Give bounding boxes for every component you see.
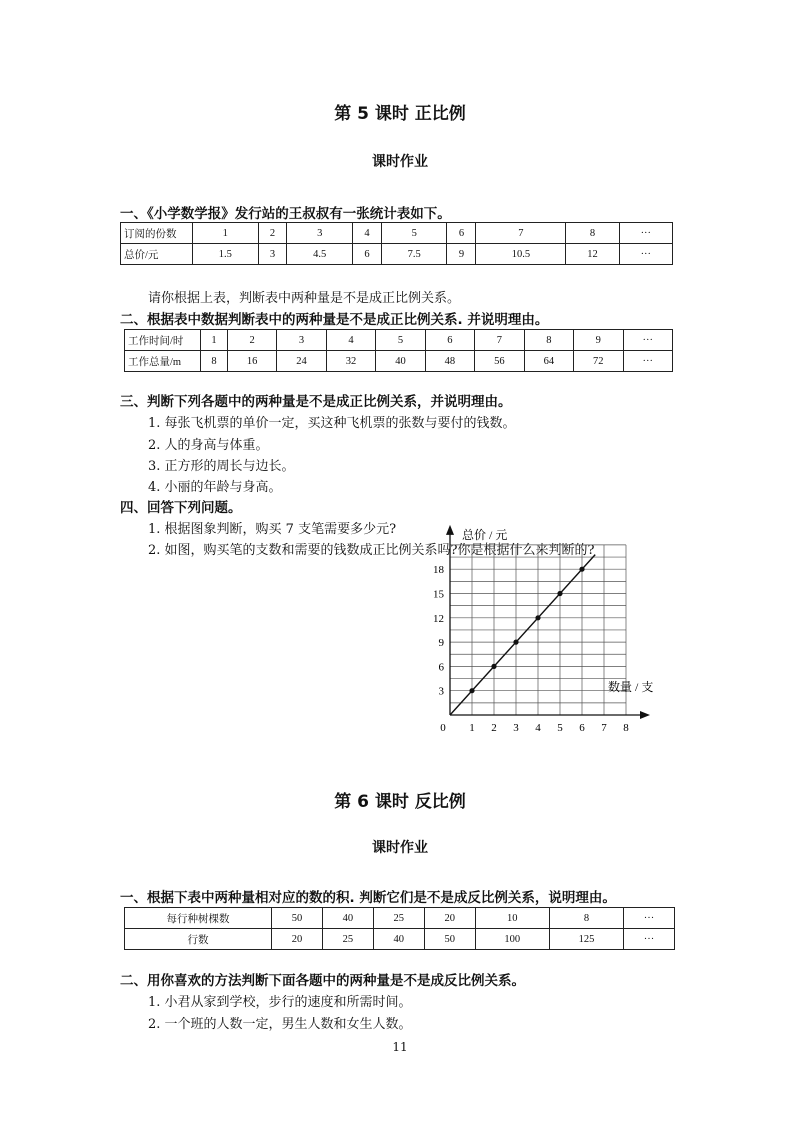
chart-tick-labels bbox=[433, 564, 629, 734]
lesson5-q4-heading: 四、回答下列问题。 bbox=[120, 500, 242, 516]
table-cell: 1.5 bbox=[193, 244, 259, 265]
table-cell: 40 bbox=[376, 351, 425, 372]
data-point bbox=[535, 615, 540, 620]
y-axis-arrow bbox=[446, 525, 454, 535]
table-cell: 64 bbox=[524, 351, 573, 372]
lesson5-q1-prompt: 请你根据上表，判断表中两种量是不是成正比例关系。 bbox=[148, 291, 461, 306]
origin-label: 0 bbox=[440, 722, 446, 734]
table-row bbox=[125, 908, 675, 929]
table-cell: 8 bbox=[549, 908, 623, 929]
table-cell: 100 bbox=[475, 929, 549, 950]
row-header-cell: 总价/元 bbox=[121, 244, 193, 265]
table-cell: 1 bbox=[193, 223, 259, 244]
table-cell: 25 bbox=[322, 929, 373, 950]
x-axis-arrow bbox=[640, 711, 650, 719]
data-point bbox=[579, 567, 584, 572]
table-cell: 4 bbox=[352, 223, 381, 244]
lesson5-q2-heading: 二、根据表中数据判断表中的两种量是不是成正比例关系. 并说明理由。 bbox=[120, 312, 549, 328]
table-cell: ··· bbox=[624, 929, 675, 950]
table-row bbox=[125, 330, 673, 351]
x-tick-label: 7 bbox=[601, 722, 607, 734]
table-cell: ··· bbox=[623, 351, 673, 372]
table-cell: 7.5 bbox=[381, 244, 447, 265]
table-cell: 8 bbox=[566, 223, 619, 244]
table-row bbox=[121, 244, 673, 265]
lesson6-q1-heading: 一、根据下表中两种量相对应的数的积. 判断它们是不是成反比例关系，说明理由。 bbox=[120, 890, 616, 906]
table-cell: ··· bbox=[619, 244, 672, 265]
table-cell: 4 bbox=[326, 330, 375, 351]
row-header-cell: 行数 bbox=[125, 929, 272, 950]
table-cell: 12 bbox=[566, 244, 619, 265]
x-axis-label: 数量 / 支 bbox=[608, 680, 654, 694]
table-cell: 7 bbox=[475, 330, 524, 351]
y-tick-label: 12 bbox=[433, 612, 444, 625]
table-cell: 8 bbox=[201, 351, 228, 372]
table-cell: 10 bbox=[475, 908, 549, 929]
table-cell: ··· bbox=[624, 908, 675, 929]
table-cell: 4.5 bbox=[287, 244, 353, 265]
lesson5-q1-heading: 一、《小学数学报》发行站的王叔叔有一张统计表如下。 bbox=[120, 206, 451, 222]
x-tick-label: 5 bbox=[557, 722, 563, 734]
row-header-cell: 工作时间/时 bbox=[125, 330, 201, 351]
table-cell: 50 bbox=[272, 908, 323, 929]
table-cell: 50 bbox=[424, 929, 475, 950]
row-header-cell: 订阅的份数 bbox=[121, 223, 193, 244]
lesson6-title: 第 6 课时 反比例 bbox=[334, 792, 466, 812]
y-tick-label: 18 bbox=[433, 564, 444, 577]
row-header-cell: 每行种树棵数 bbox=[125, 908, 272, 929]
lesson5-q3-item: 1. 每张飞机票的单价一定，买这种飞机票的张数与要付的钱数。 bbox=[148, 416, 516, 431]
table-cell: 20 bbox=[424, 908, 475, 929]
lesson5-q4-item: 2. 如图，购买笔的支数和需要的钱数成正比例关系吗?你是根据什么来判断的? bbox=[148, 543, 595, 558]
lesson6-subtitle: 课时作业 bbox=[372, 840, 428, 856]
x-tick-label: 8 bbox=[623, 722, 629, 734]
x-tick-label: 1 bbox=[469, 722, 475, 734]
x-tick-label: 3 bbox=[513, 722, 519, 734]
page-number: 11 bbox=[392, 1040, 408, 1054]
table-row bbox=[121, 223, 673, 244]
table-cell: 6 bbox=[352, 244, 381, 265]
work-table bbox=[124, 329, 673, 372]
table-cell: ··· bbox=[619, 223, 672, 244]
table-cell: 5 bbox=[381, 223, 447, 244]
lesson5-q3-item: 4. 小丽的年龄与身高。 bbox=[148, 480, 282, 495]
table-cell: 9 bbox=[574, 330, 623, 351]
y-tick-label: 3 bbox=[438, 685, 444, 698]
data-point bbox=[469, 688, 474, 693]
table-cell: 72 bbox=[574, 351, 623, 372]
lesson5-q4-item: 1. 根据图象判断，购买 7 支笔需要多少元? bbox=[148, 522, 397, 537]
table-cell: 8 bbox=[524, 330, 573, 351]
table-cell: 48 bbox=[425, 351, 474, 372]
chart-grid bbox=[450, 545, 626, 715]
table-cell: 56 bbox=[475, 351, 524, 372]
table-row bbox=[125, 929, 675, 950]
table-cell: 16 bbox=[227, 351, 276, 372]
lesson6-q2-item: 1. 小君从家到学校，步行的速度和所需时间。 bbox=[148, 995, 412, 1010]
x-tick-label: 4 bbox=[535, 722, 541, 734]
table-cell: 3 bbox=[258, 244, 287, 265]
table-cell: 24 bbox=[277, 351, 326, 372]
lesson6-q2-heading: 二、用你喜欢的方法判断下面各题中的两种量是不是成反比例关系。 bbox=[120, 973, 525, 989]
data-point bbox=[513, 640, 518, 645]
table-cell: 5 bbox=[376, 330, 425, 351]
table-cell: 9 bbox=[447, 244, 476, 265]
table-cell: 32 bbox=[326, 351, 375, 372]
table-cell: 25 bbox=[373, 908, 424, 929]
x-tick-label: 2 bbox=[491, 722, 497, 734]
lesson5-subtitle: 课时作业 bbox=[372, 154, 428, 170]
price-quantity-chart bbox=[420, 527, 670, 765]
lesson5-q3-item: 3. 正方形的周长与边长。 bbox=[148, 459, 295, 474]
y-tick-label: 6 bbox=[438, 661, 444, 674]
table-cell: ··· bbox=[623, 330, 673, 351]
table-cell: 2 bbox=[258, 223, 287, 244]
lesson6-q2-item: 2. 一个班的人数一定，男生人数和女生人数。 bbox=[148, 1017, 412, 1032]
table-cell: 2 bbox=[227, 330, 276, 351]
table-cell: 125 bbox=[549, 929, 623, 950]
table-row bbox=[125, 351, 673, 372]
x-tick-label: 6 bbox=[579, 722, 585, 734]
table-cell: 40 bbox=[322, 908, 373, 929]
table-cell: 10.5 bbox=[476, 244, 566, 265]
lesson5-title: 第 5 课时 正比例 bbox=[334, 104, 466, 124]
lesson5-q3-item: 2. 人的身高与体重。 bbox=[148, 438, 269, 453]
table-cell: 3 bbox=[277, 330, 326, 351]
trees-table bbox=[124, 907, 675, 950]
subscription-table bbox=[120, 222, 673, 265]
table-cell: 3 bbox=[287, 223, 353, 244]
table-cell: 20 bbox=[272, 929, 323, 950]
table-cell: 6 bbox=[425, 330, 474, 351]
y-tick-label: 9 bbox=[438, 637, 444, 650]
table-cell: 40 bbox=[373, 929, 424, 950]
data-point bbox=[557, 591, 562, 596]
row-header-cell: 工作总量/m bbox=[125, 351, 201, 372]
table-cell: 6 bbox=[447, 223, 476, 244]
lesson5-q3-heading: 三、判断下列各题中的两种量是不是成正比例关系，并说明理由。 bbox=[120, 394, 512, 410]
data-point bbox=[491, 664, 496, 669]
table-cell: 7 bbox=[476, 223, 566, 244]
table-cell: 1 bbox=[201, 330, 228, 351]
y-tick-label: 15 bbox=[433, 588, 444, 601]
y-axis-label: 总价 / 元 bbox=[462, 527, 508, 542]
